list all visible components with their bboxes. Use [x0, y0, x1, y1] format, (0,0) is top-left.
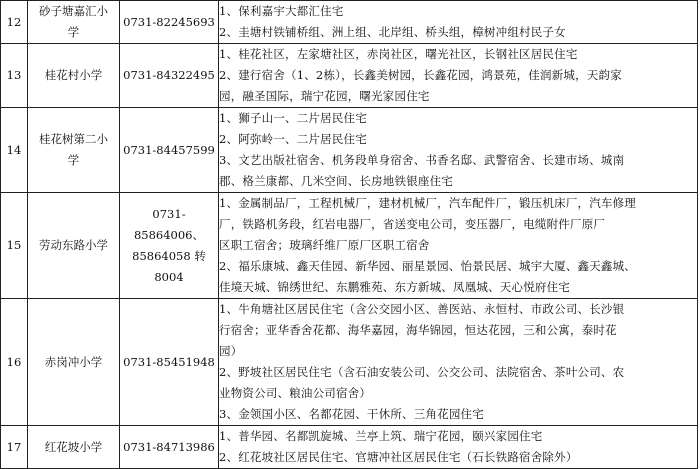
school-name: 砂子塘嘉汇小 [39, 4, 108, 18]
school-name: 桂花树第二小 [39, 132, 108, 146]
enrollment-area-line: 区职工宿舍；玻璃纤维厂原厂区职工宿舍 [219, 238, 430, 252]
table-row [1, 299, 698, 426]
school-name-cell [28, 44, 120, 108]
enrollment-area-line: 园） [219, 344, 243, 358]
school-name-cell [28, 108, 120, 193]
enrollment-area-line: 1、普华园、名都凯旋城、兰亭上筑、瑞宁花园，颐兴家园住宅 [219, 429, 543, 443]
table-row [1, 108, 698, 193]
enrollment-area-line: 郡、格兰康都、几米空间、长房地铁银座住宅 [219, 174, 453, 188]
table-row [1, 1, 698, 44]
phone-cell [120, 44, 219, 108]
enrollment-area-line: 佳境天城、锦绣世纪、东鹏雅苑、东方新城、凤凰城、天心悦府住宅 [219, 280, 570, 294]
phone-number: 8004 [154, 269, 184, 284]
phone-cell [120, 1, 219, 44]
row-number: 12 [1, 1, 28, 44]
enrollment-area-cell [219, 299, 698, 426]
enrollment-area-line: 2、野坡社区居民住宅（含石油安装公司、公交公司、法院宿舍、茶叶公司、农 [219, 365, 625, 379]
enrollment-area-line: 2、圭塘村铁铺桥组、洲上组、北岸组、桥头组，樟树冲组村民子女 [219, 25, 566, 39]
enrollment-area-line: 1、金属制品厂，工程机械厂，建材机械厂，汽车配件厂，锻压机床厂，汽车修理 [219, 196, 637, 210]
enrollment-area-line: 厂，铁路机务段，红岩电器厂，省送变电公司，变压器厂，电缆附件厂原厂 [219, 217, 606, 231]
enrollment-area-line: 1、狮子山一、二片居民住宅 [219, 111, 367, 125]
phone-cell [120, 299, 219, 426]
enrollment-area-line: 2、建行宿舍（1、2栋），长鑫美树园，长鑫花园，鸿景苑，佳润新城，天韵家 [219, 68, 622, 82]
enrollment-area-cell [219, 426, 698, 469]
enrollment-area-line: 3、文艺出版社宿舍、机务段单身宿舍、书香名邸、武警宿舍、长建市场、城南 [219, 153, 625, 167]
phone-number: 0731-84457599 [123, 142, 215, 157]
phone-number: 0731-85451948 [123, 354, 215, 369]
enrollment-area-line: 园，融圣国际，瑞宁花园，曙光家园住宅 [219, 89, 430, 103]
phone-cell [120, 193, 219, 299]
enrollment-area-line: 2、红花坡社区居民住宅、官塘冲社区居民住宅（石长铁路宿舍除外） [219, 450, 578, 464]
school-name: 劳动东路小学 [39, 238, 108, 252]
school-name-cell [28, 1, 120, 44]
school-name: 学 [67, 25, 80, 39]
enrollment-area-cell [219, 44, 698, 108]
enrollment-area-line: 业物资公司、粮油公司宿舍） [219, 386, 372, 400]
row-number: 14 [1, 108, 28, 193]
school-name: 赤岗冲小学 [44, 354, 103, 369]
phone-number: 0731-85864006、 [133, 206, 205, 242]
table-row [1, 426, 698, 469]
school-name: 红花坡小学 [44, 439, 103, 454]
enrollment-area-line: 1、保利嘉宇大都汇住宅 [219, 4, 344, 18]
row-number: 15 [1, 193, 28, 299]
enrollment-area-cell [219, 1, 698, 44]
enrollment-area-line: 2、阿弥岭一、二片居民住宅 [219, 132, 367, 146]
phone-cell [120, 426, 219, 469]
school-name: 桂花村小学 [44, 68, 103, 82]
phone-number: 0731-84322495 [123, 68, 215, 82]
row-number: 16 [1, 299, 28, 426]
enrollment-area-line: 1、桂花社区，左家塘社区，赤岗社区，曙光社区，长钢社区居民住宅 [219, 47, 578, 61]
enrollment-area-cell [219, 108, 698, 193]
phone-cell [120, 108, 219, 193]
school-name-cell [28, 193, 120, 299]
school-name-cell [28, 426, 120, 469]
school-name-cell [28, 299, 120, 426]
enrollment-area-cell [219, 193, 698, 299]
phone-number: 85864058 转 [132, 248, 206, 263]
row-number: 13 [1, 44, 28, 108]
enrollment-area-line: 行宿舍；亚华香舍花都、海华嘉园，海华锦园，恒达花园，三和公寓，泰时花 [219, 323, 617, 337]
table-body [1, 1, 698, 469]
phone-number: 0731-82245693 [123, 14, 215, 29]
table-row [1, 44, 698, 108]
enrollment-area-line: 3、金领国小区、名都花园、干休所、三角花园住宅 [219, 407, 484, 421]
row-number: 17 [1, 426, 28, 469]
table-row [1, 193, 698, 299]
school-name: 学 [67, 153, 80, 167]
enrollment-area-line: 2、福乐康城、鑫天佳园、新华园、丽星景园、怡景民居、城宇大厦、鑫天鑫城、 [219, 259, 637, 273]
phone-number: 0731-84713986 [123, 439, 215, 454]
enrollment-area-line: 1、牛角塘社区居民住宅（含公交园小区、善医站、永恒村、市政公司、长沙银 [219, 302, 625, 316]
